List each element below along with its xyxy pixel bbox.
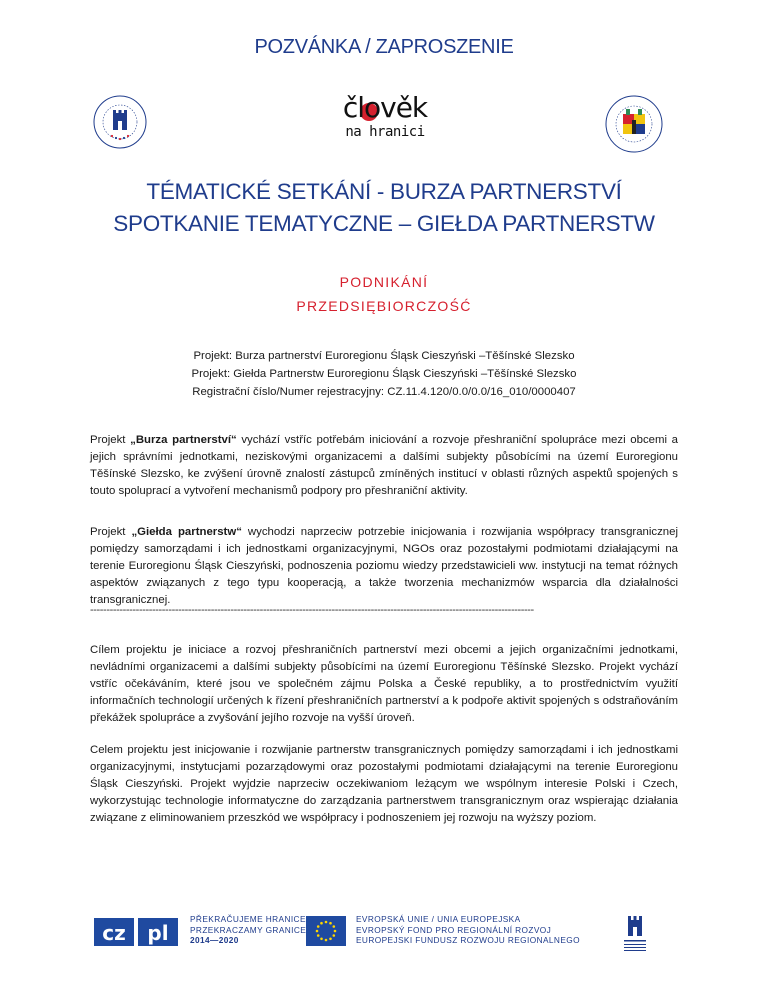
eu-line-1: EVROPSKÁ UNIE / UNIA EUROPEJSKA	[356, 914, 521, 924]
eu-line-3: EUROPEJSKI FUNDUSZ ROZWOJU REGIONALNEGO	[356, 935, 580, 945]
subtitle-cz: PODNIKÁNÍ	[339, 274, 429, 290]
czpl-line-2: PRZEKRACZAMY GRANICE	[190, 924, 307, 935]
separator-line: ----------------------------------------------------------------------------------------------------------------------------------------	[90, 604, 534, 616]
paragraph-goal-pl: Celem projektu jest inicjowanie i rozwijanie partnerstw transgranicznych pomiędzy samorządami i ich jednostkami organizacyjnymi, instytucjami pozarządowymi oraz pozostałymi podmiotami działającymi na terenie Euroregionu Śląsk Cieszyński. Projekt wyjdzie naprzeciw oczekiwaniom leżącym we wspólnym interesie Polski i Czech, wykorzystując technologie informatyczne do zarządzania partnerstwem transgranicznym oraz wspierając działania związane z eliminowaniem przeszkód we współpracy i podnoszeniem jej rozwoju na wyższy poziom.	[90, 744, 678, 824]
czpl-line-3: 2014—2020	[190, 935, 239, 945]
paragraph-prefix: Projekt	[90, 434, 131, 446]
project-info	[0, 347, 768, 401]
paragraph-burza	[90, 432, 678, 500]
logo-row	[0, 86, 768, 166]
subtitle-pl: PRZEDSIĘBIORCZOŚĆ	[296, 298, 472, 314]
project-info-pl: Projekt: Giełda Partnerstw Euroregionu Śląsk Cieszyński –Těšínské Slezsko	[191, 368, 577, 380]
paragraph-goal-cz: Cílem projektu je iniciace a rozvoj přeshraničních partnerství mezi obcemi a jejich organizačními jednotkami, nevládními organizacemi a dalšími subjekty působícími na území Euroregionu Těšínské Slezsko. Projekt vychází vstříc očekáváním, které jsou ve společném zájmu Polska a České republiky, a to prostřednictvím využití informačních technologií určených k řízení přeshraničních partnerství a k podpoře aktivit spojených s odstraňováním překážek spolupráce a zvyšování jejího rozvoje na vyšší úroveň.	[90, 644, 678, 724]
eu-text	[356, 914, 580, 946]
czpl-logo-text-cz: cz	[102, 921, 126, 945]
project-info-cz: Projekt: Burza partnerství Euroregionu Śląsk Cieszyński –Těšínské Slezsko	[193, 350, 575, 362]
clovek-logo-word: člověk	[342, 91, 428, 124]
page-title: POZVÁNKA / ZAPROSZENIE	[254, 36, 514, 58]
project-name-pl: „Giełda partnerstw“	[131, 526, 242, 538]
euroregion-small-logo	[622, 912, 648, 960]
eu-flag-icon	[306, 916, 346, 946]
euroregion-circle-logo	[92, 94, 148, 150]
eu-line-2: EVROPSKÝ FOND PRO REGIONÁLNÍ ROZVOJ	[356, 924, 552, 935]
paragraph-body: vychází vstříc potřebám iniciování a rozvoje přeshraniční spolupráce mezi obcemi a jejich správními jednotkami, neziskovými organizacemi a dalšími subjekty působícími na území Euroregionu Těšínské Slezsko, ke zvýšení úrovně znalostí zástupců zmíněných institucí v oblasti různých aspektů spojených s touto spoluprací a vytvoření mechanismů podpory pro přeshraniční aktivity.	[90, 434, 678, 497]
paragraph-prefix: Projekt	[90, 526, 132, 538]
czpl-text	[190, 914, 306, 946]
czpl-logo	[94, 916, 182, 948]
main-title-pl: SPOTKANIE TEMATYCZNE – GIEŁDA PARTNERSTW	[113, 211, 655, 236]
subtitle	[0, 270, 768, 318]
paragraph-gielda	[90, 524, 678, 609]
czpl-logo-text-pl: pl	[147, 921, 169, 945]
main-title-cz: TÉMATICKÉ SETKÁNÍ - BURZA PARTNERSTVÍ	[146, 179, 622, 204]
registration-number: Registrační číslo/Numer rejestracyjny: CZ.11.4.120/0.0/0.0/16_010/0000407	[192, 386, 576, 398]
project-name-cz: „Burza partnerství“	[130, 434, 237, 446]
czpl-line-1: PŘEKRAČUJEME HRANICE	[190, 914, 306, 924]
main-title	[0, 176, 768, 240]
clovek-logo-sub: na hranici	[345, 124, 425, 140]
footer	[0, 912, 768, 972]
regional-association-olza-logo	[604, 94, 664, 154]
clovek-na-hranici-logo	[330, 92, 440, 148]
paragraph-body: wychodzi naprzeciw potrzebie inicjowania i rozwijania współpracy transgranicznej pomiędzy samorządami i ich jednostkami organizacyjnymi, NGOs oraz pozostałymi podmiotami działającymi na terenie Euroregionu Śląsk Cieszyński, podnoszenia poziomu wiedzy przedstawicieli ww. instytucji na temat różnych aspektów związanych z tego typu kooperacją, a także tworzenia mechanizmów wsparcia dla działalności transgranicznej.	[90, 526, 678, 606]
